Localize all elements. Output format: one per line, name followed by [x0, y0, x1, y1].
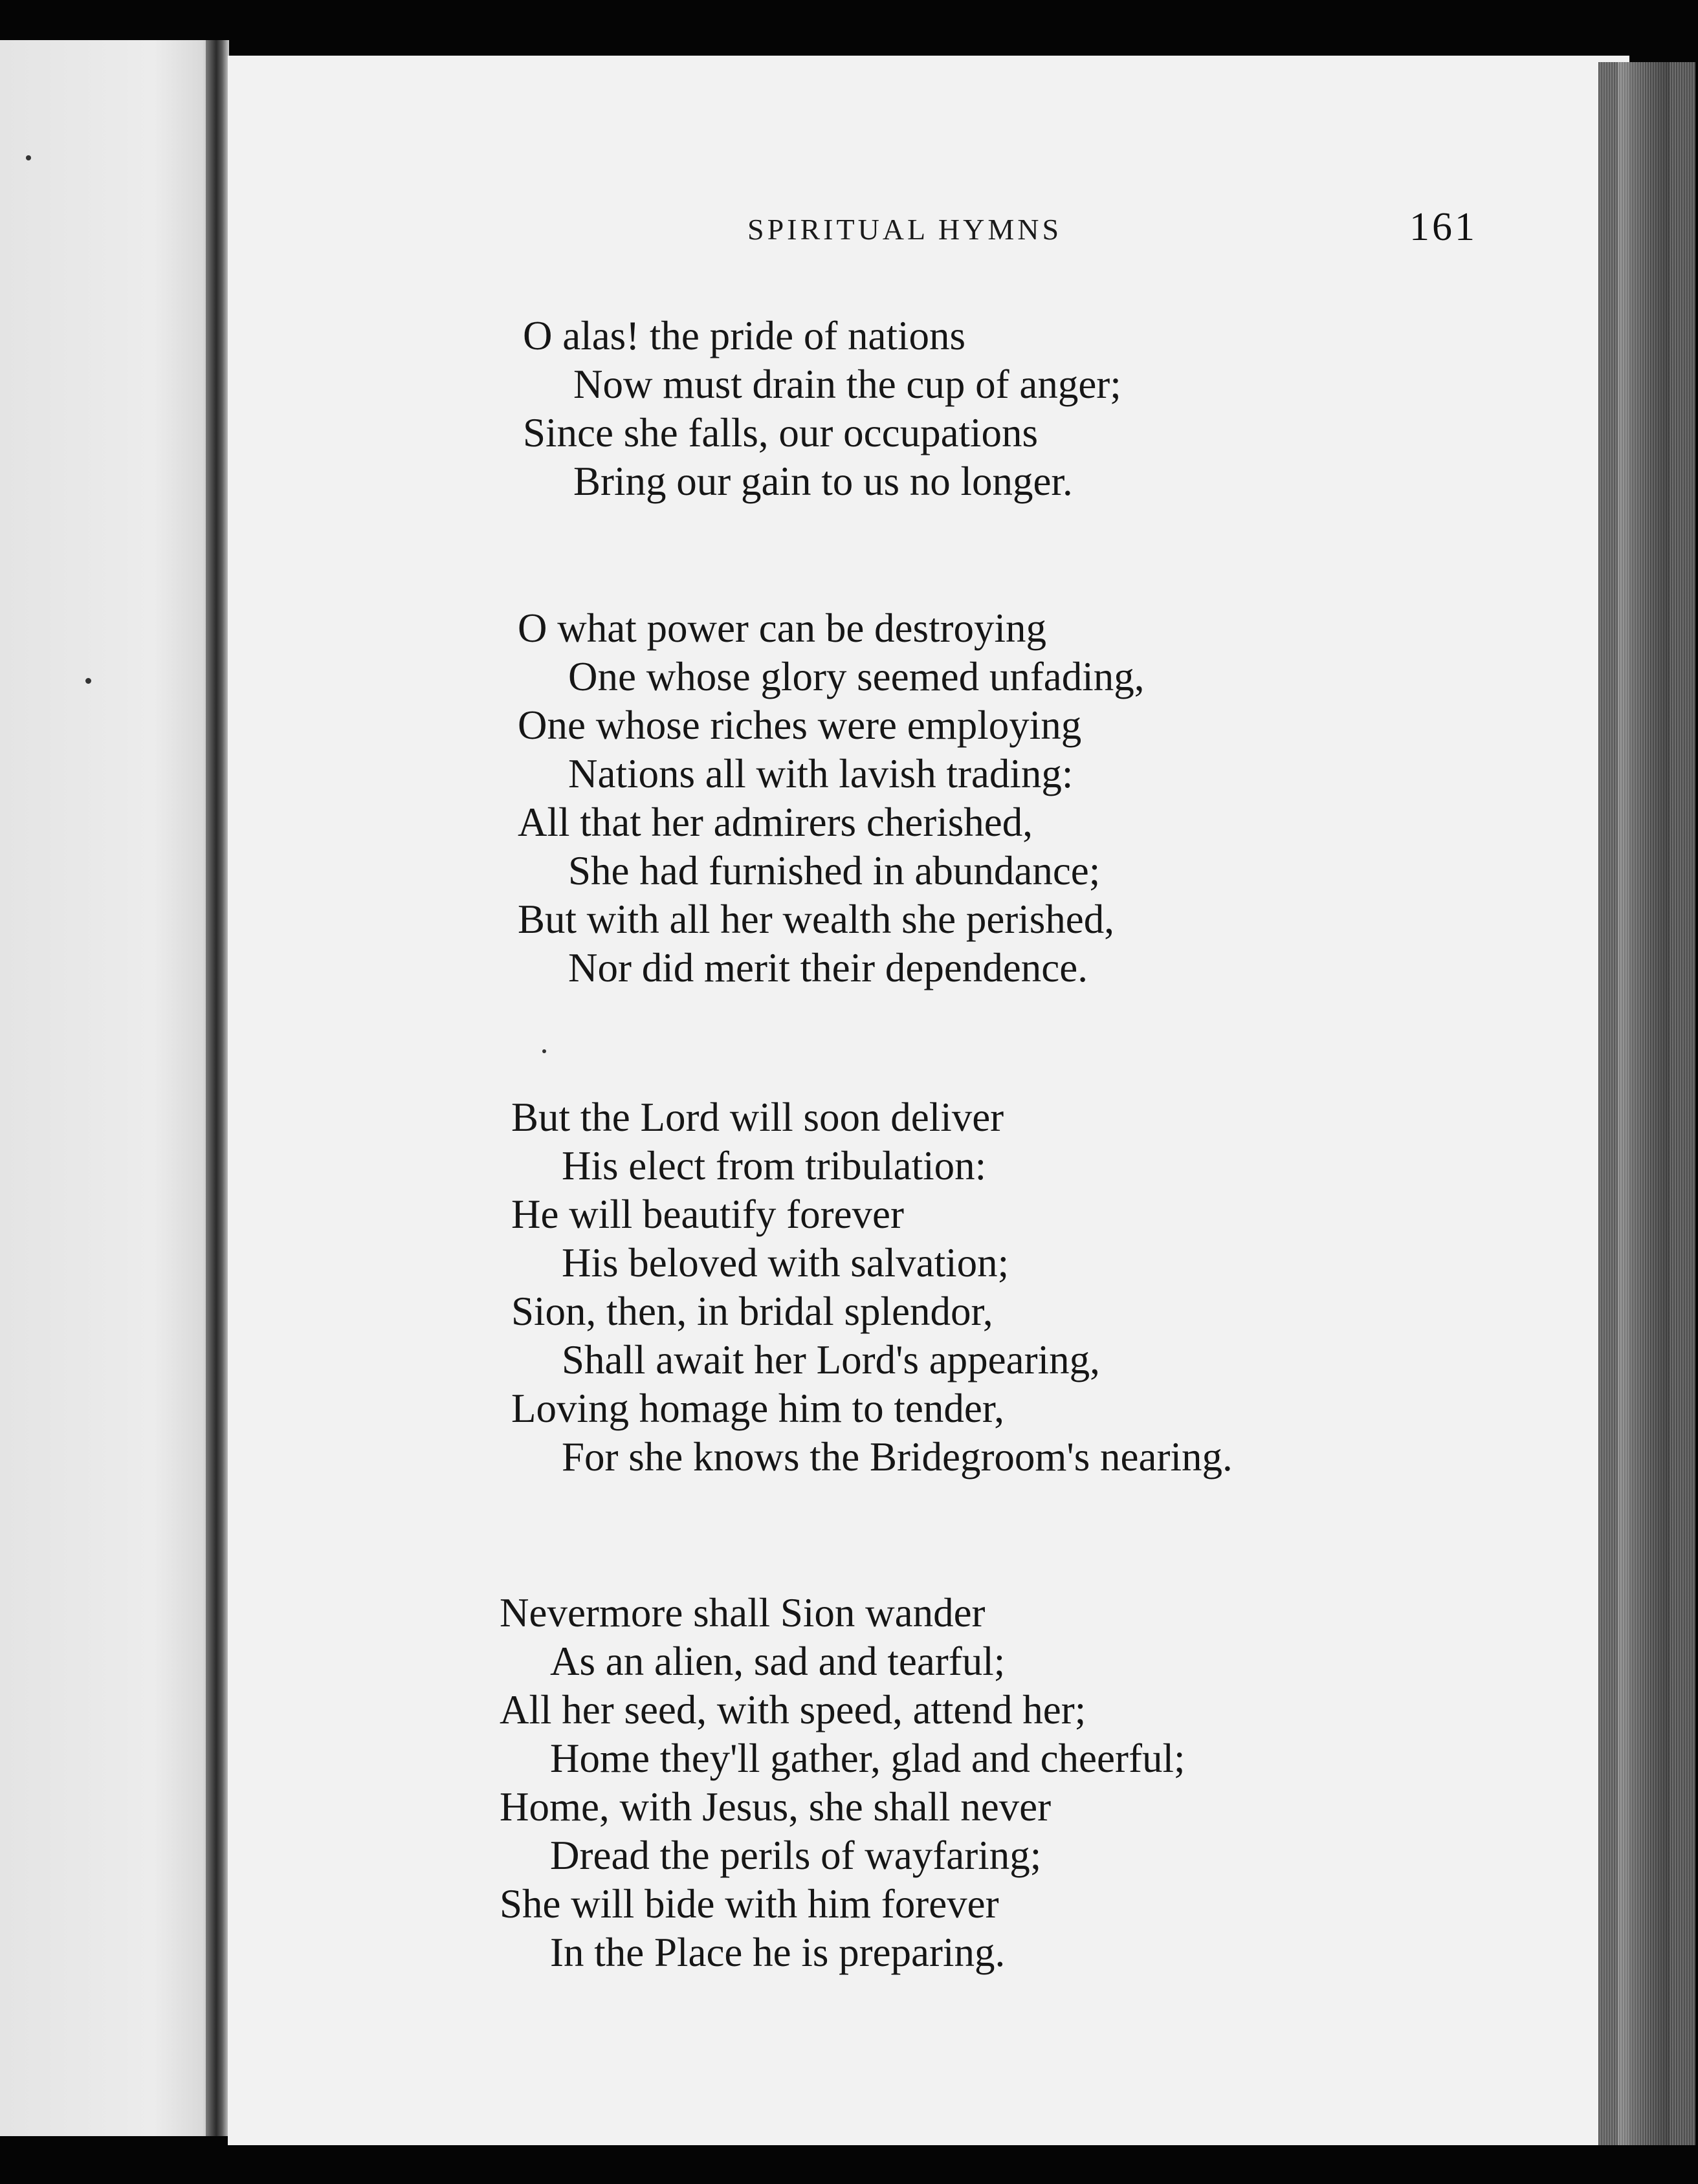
- dust-speck: [542, 1049, 546, 1053]
- verse-line: Nor did merit their dependence.: [568, 945, 1088, 990]
- verse-line: She had furnished in abundance;: [568, 848, 1101, 893]
- verse-line: She will bide with him forever: [500, 1881, 999, 1927]
- verse-line: Shall await her Lord's appearing,: [562, 1337, 1100, 1382]
- verse-line: All her seed, with speed, attend her;: [500, 1687, 1086, 1732]
- left-page: [0, 40, 220, 2136]
- verse-line: O what power can be destroying: [518, 606, 1047, 651]
- verse-line: Nations all with lavish trading:: [568, 751, 1074, 796]
- page-edge-shading: [1618, 62, 1670, 2145]
- verse-line: In the Place he is preparing.: [550, 1930, 1006, 1975]
- verse-line: Home, with Jesus, she shall never: [500, 1784, 1052, 1829]
- verse-line: Home they'll gather, glad and cheerful;: [550, 1736, 1185, 1781]
- verse-line: But with all her wealth she perished,: [518, 897, 1115, 942]
- verse-line: As an alien, sad and tearful;: [550, 1639, 1006, 1684]
- verse-line: O alas! the pride of nations: [523, 313, 966, 358]
- stanza-4: [500, 1589, 1185, 1977]
- verse-line: He will beautify forever: [511, 1192, 904, 1237]
- dust-speck: [26, 155, 31, 160]
- verse-line: Bring our gain to us no longer.: [573, 459, 1073, 504]
- verse-line: His beloved with salvation;: [562, 1240, 1009, 1285]
- stanza-1: [523, 312, 1121, 506]
- stanza-2: [518, 604, 1145, 992]
- verse-line: Nevermore shall Sion wander: [500, 1590, 986, 1635]
- verse-line: All that her admirers cherished,: [518, 800, 1033, 845]
- verse-line: Loving homage him to tender,: [511, 1386, 1005, 1431]
- verse-line: Now must drain the cup of anger;: [573, 362, 1121, 407]
- verse-line: His elect from tribulation:: [562, 1143, 987, 1188]
- verse-line: But the Lord will soon deliver: [511, 1095, 1004, 1140]
- verse-line: One whose riches were employing: [518, 703, 1082, 748]
- running-title: SPIRITUAL HYMNS: [747, 213, 1063, 246]
- stanza-3: [511, 1093, 1233, 1481]
- book-gutter: [206, 40, 229, 2136]
- verse-line: Sion, then, in bridal splendor,: [511, 1289, 993, 1334]
- dust-speck: [85, 678, 91, 684]
- verse-line: For she knows the Bridegroom's nearing.: [562, 1434, 1233, 1480]
- verse-line: Since she falls, our occupations: [523, 410, 1039, 455]
- verse-line: One whose glory seemed unfading,: [568, 654, 1145, 699]
- verse-line: Dread the perils of wayfaring;: [550, 1833, 1042, 1878]
- page-number: 161: [1409, 205, 1477, 249]
